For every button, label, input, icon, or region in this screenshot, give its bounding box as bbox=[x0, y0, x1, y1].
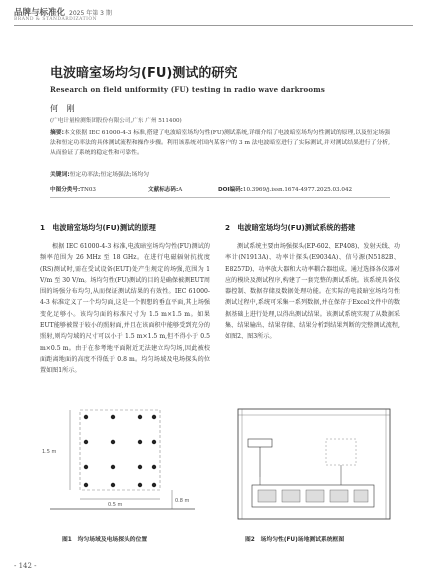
author: 何 刚 bbox=[50, 104, 78, 113]
dim-label-height: 1.5 m bbox=[42, 449, 57, 455]
figure-1-caption: 图1 均匀场域及电场探头的位置 bbox=[62, 537, 148, 543]
journal-en-name: BRAND & STANDARDIZATION bbox=[14, 17, 98, 22]
abstract bbox=[50, 129, 390, 158]
figure-1-diagram bbox=[40, 405, 205, 525]
abstract-text: 本文依据 IEC 61000-4-3 标准,搭建了电波暗室场均匀性(FU)测试系统,详细介绍了电波暗室场均匀性测试的原理,以及恒定场强法和恒定功率法的具体测试流程和操作步骤。利用该系统对国内某客户的 3 m 法电波暗室进行了实际测试,并对测试结果进行了分析,从而验证了系统的稳定性和可靠性。 bbox=[50, 130, 390, 156]
section-1-heading: 1 电波暗室场均匀(FU)测试的原理 bbox=[40, 223, 156, 232]
field-probe-area bbox=[326, 439, 356, 465]
section-2-heading: 2 电波暗室场均匀(FU)测试系统的搭建 bbox=[225, 223, 356, 232]
affiliation: (广电计量检测集团股份有限公司,广东 广州 511400) bbox=[50, 118, 182, 124]
keywords-label: 关键词: bbox=[50, 172, 70, 178]
antenna-box bbox=[248, 439, 272, 447]
uniform-field-area bbox=[80, 410, 160, 490]
article-title-en: Research on field uniformity (FU) testing in radio wave darkrooms bbox=[50, 85, 326, 94]
page-number: - 142 - bbox=[14, 562, 37, 570]
dim-label-width: 0.5 m bbox=[108, 502, 123, 508]
figure-2-caption: 图2 场均匀性(FU)场地测试系统框图 bbox=[245, 537, 345, 543]
instrument-blocks bbox=[258, 490, 368, 502]
header-rule bbox=[14, 25, 413, 26]
keywords-text: 恒定功率法;恒定场强法;场均匀 bbox=[69, 172, 149, 178]
article-title-cn: 电波暗室场均匀(FU)测试的研究 bbox=[50, 66, 238, 81]
absorber-wall bbox=[238, 409, 390, 519]
journal-title: 品牌与标准化 bbox=[14, 8, 66, 18]
abstract-rule bbox=[50, 197, 390, 198]
keywords bbox=[50, 169, 390, 178]
journal-issue: 2025 年第 3 期 bbox=[69, 10, 112, 17]
clc-number: 中图分类号:TN03 bbox=[50, 187, 96, 193]
chamber-outline bbox=[238, 409, 390, 519]
section-1-paragraph: 根据 IEC 61000-4-3 标准,电波暗室场均匀性(FU)测试的频率范围为 26 MHz 至 18 GHz。在进行电磁辐射抗扰度(RS)测试时,需在受试设备(EUT)处产生规定的场强,范围为 1 V/m 至 30 V/m。场均匀性(FU)测试的目的是确保被测EUT周围的场强分布均匀,从而保证测试结果的有效性。IEC 61000-4-3 标准定义了一个均匀面,这是一个假想的垂直平面,其上场强变化足够小。该均匀面的标准尺寸为 1.5 m×1.5 m。如果EUT能够被置于较小的照射面,并且在该面积中能够受到充分的照射,则均匀域的尺寸可以小于 1.5 m×1.5 m,但不得小于 0.5 m×0.5 m。由于在参考地平面附近无法建立均匀场,因此被校面距离地面的高度不得低于 0.8 m。均匀场域及电场探头的位置如图1所示。 bbox=[40, 243, 210, 375]
doi: DOI编码:10.3969/j.issn.1674-4977.2025.03.042 bbox=[218, 187, 353, 193]
section-2-paragraph: 测试系统主要由场强探头(EP-602、EP408)、发射天线、功率计(N1913A)、功率计探头(E9034A)、信号源(N5182B、E8257D)、功率放大器和大功率耦合器组成。通过选择各仪器对应的模块及测试程序,构建了一套完整的测试系统。该系统具备仪器控制、数据存储及数据处理功能。在实际的电波暗室场均匀性测试过程中,系统可采集一系列数据,并在保存于Excel文件中的数据基础上进行处理,以得出测试结果。该测试系统实现了从数据采集、结果输出、结果存储、结果分析到结果判断的完整测试流程,如图2、图3所示。 bbox=[225, 243, 400, 341]
probe-grid bbox=[84, 415, 156, 487]
figure-2-diagram bbox=[226, 405, 401, 525]
abstract-label: 摘要: bbox=[50, 130, 64, 136]
document-code: 文献标志码:A bbox=[148, 187, 183, 193]
dim-label-offset: 0.8 m bbox=[175, 498, 190, 504]
